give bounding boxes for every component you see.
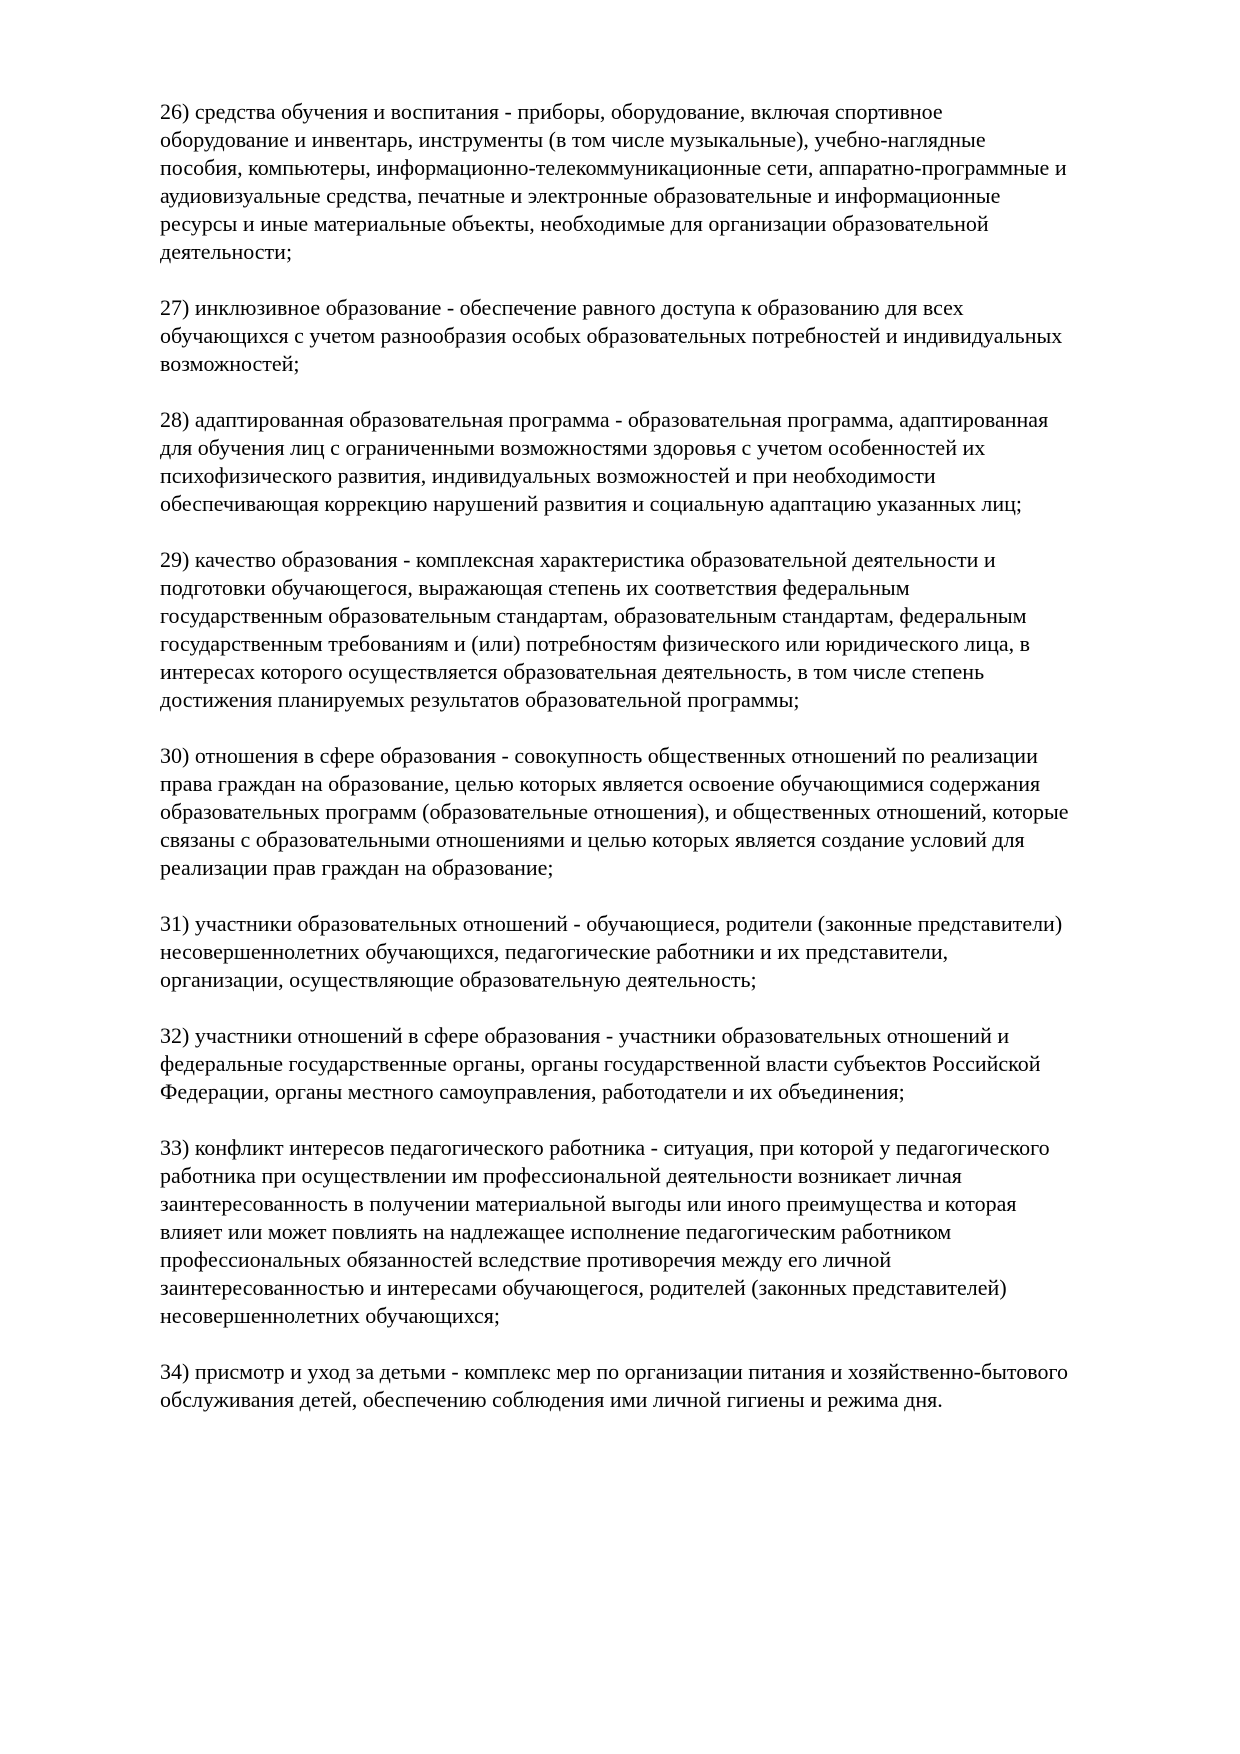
- document-body: [160, 98, 1072, 1414]
- paragraph-item-26: 26) средства обучения и воспитания - приборы, оборудование, включая спортивное оборудование и инвентарь, инструменты (в том числе музыкальные), учебно-наглядные пособия, компьютеры, информационно-телекоммуникационные сети, аппаратно-программные и аудиовизуальные средства, печатные и электронные образовательные и информационные ресурсы и иные материальные объекты, необходимые для организации образовательной деятельности;: [160, 99, 1067, 264]
- paragraph-item-34: 34) присмотр и уход за детьми - комплекс мер по организации питания и хозяйственно-бытового обслуживания детей, обеспечению соблюдения ими личной гигиены и режима дня.: [160, 1359, 1068, 1412]
- paragraph-item-27: 27) инклюзивное образование - обеспечение равного доступа к образованию для всех обучающихся с учетом разнообразия особых образовательных потребностей и индивидуальных возможностей;: [160, 295, 1063, 376]
- paragraph-item-30: 30) отношения в сфере образования - совокупность общественных отношений по реализации права граждан на образование, целью которых является освоение обучающимися содержания образовательных программ (образовательные отношения), и общественных отношений, которые связаны с образовательными отношениями и целью которых является создание условий для реализации прав граждан на образование;: [160, 743, 1069, 880]
- paragraph-item-33: 33) конфликт интересов педагогического работника - ситуация, при которой у педагогического работника при осуществлении им профессиональной деятельности возникает личная заинтересованность в получении материальной выгоды или иного преимущества и которая влияет или может повлиять на надлежащее исполнение педагогическим работником профессиональных обязанностей вследствие противоречия между его личной заинтересованностью и интересами обучающегося, родителей (законных представителей) несовершеннолетних обучающихся;: [160, 1135, 1050, 1328]
- paragraph-item-29: 29) качество образования - комплексная характеристика образовательной деятельности и подготовки обучающегося, выражающая степень их соответствия федеральным государственным образовательным стандартам, образовательным стандартам, федеральным государственным требованиям и (или) потребностям физического или юридического лица, в интересах которого осуществляется образовательная деятельность, в том числе степень достижения планируемых результатов образовательной программы;: [160, 547, 1030, 712]
- paragraph-item-32: 32) участники отношений в сфере образования - участники образовательных отношений и федеральные государственные органы, органы государственной власти субъектов Российской Федерации, органы местного самоуправления, работодатели и их объединения;: [160, 1023, 1041, 1104]
- paragraph-item-31: 31) участники образовательных отношений - обучающиеся, родители (законные представители) несовершеннолетних обучающихся, педагогические работники и их представители, организации, осуществляющие образовательную деятельность;: [160, 911, 1063, 992]
- paragraph-item-28: 28) адаптированная образовательная программа - образовательная программа, адаптированная для обучения лиц с ограниченными возможностями здоровья с учетом особенностей их психофизического развития, индивидуальных возможностей и при необходимости обеспечивающая коррекцию нарушений развития и социальную адаптацию указанных лиц;: [160, 407, 1049, 516]
